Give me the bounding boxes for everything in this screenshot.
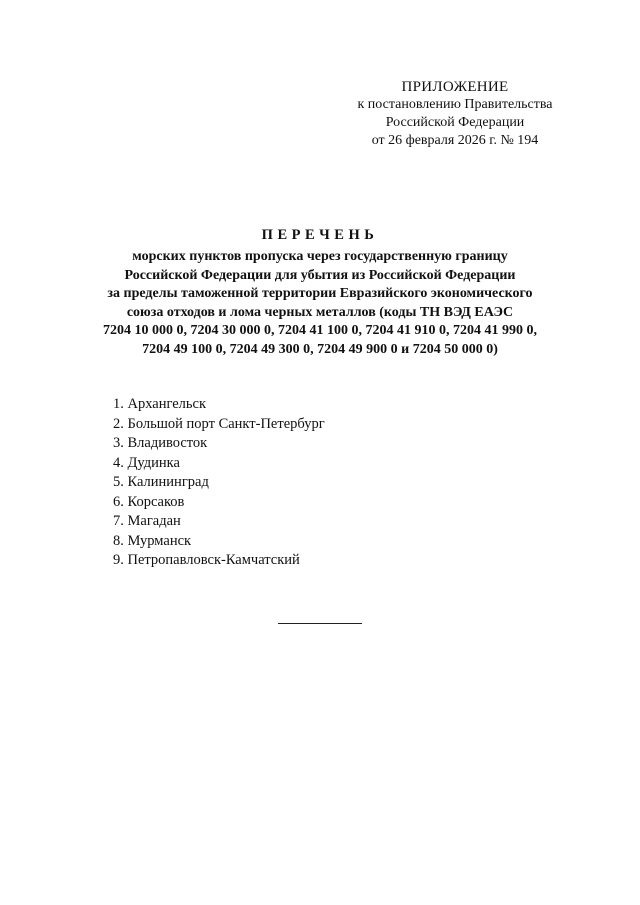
list-item: 3. Владивосток [113,435,208,451]
list-item: 4. Дудинка [113,454,180,471]
subtitle-line: Российской Федерации для убытия из Российской Федерации [124,267,516,283]
list-item: 9. Петропавловск-Камчатский [113,552,300,568]
subtitle-line: 7204 49 100 0, 7204 49 300 0, 7204 49 900 0 и 7204 50 000 0) [142,341,498,357]
subtitle-line: морских пунктов пропуска через государственную границу [132,249,508,264]
appendix-date-line: от 26 февраля 2026 г. № 194 [371,133,539,148]
list-item: 6. Корсаков [113,493,185,510]
appendix-resolution-line: к постановлению Правительства [357,97,553,112]
subtitle-line: 7204 10 000 0, 7204 30 000 0, 7204 41 100 0, 7204 41 910 0, 7204 41 990 0, [103,323,537,338]
document-subtitle [60,248,580,359]
appendix-government-line: Российской Федерации [385,115,525,130]
appendix-header [340,78,570,150]
subtitle-line: за пределы таможенной территории Евразийского экономического [107,286,533,301]
subtitle-line: союза отходов и лома черных металлов (коды ТН ВЭД ЕАЭС [126,304,514,320]
list-item: 1. Архангельск [113,396,206,412]
ports-list [113,395,325,571]
list-item: 2. Большой порт Санкт-Петербург [113,415,325,432]
appendix-label: ПРИЛОЖЕНИЕ [401,79,509,95]
closing-divider [278,623,362,624]
list-item: 8. Мурманск [113,532,192,549]
list-item: 5. Калининград [113,474,209,490]
document-title: ПЕРЕЧЕНЬ [261,227,379,243]
list-item: 7. Магадан [113,513,181,529]
